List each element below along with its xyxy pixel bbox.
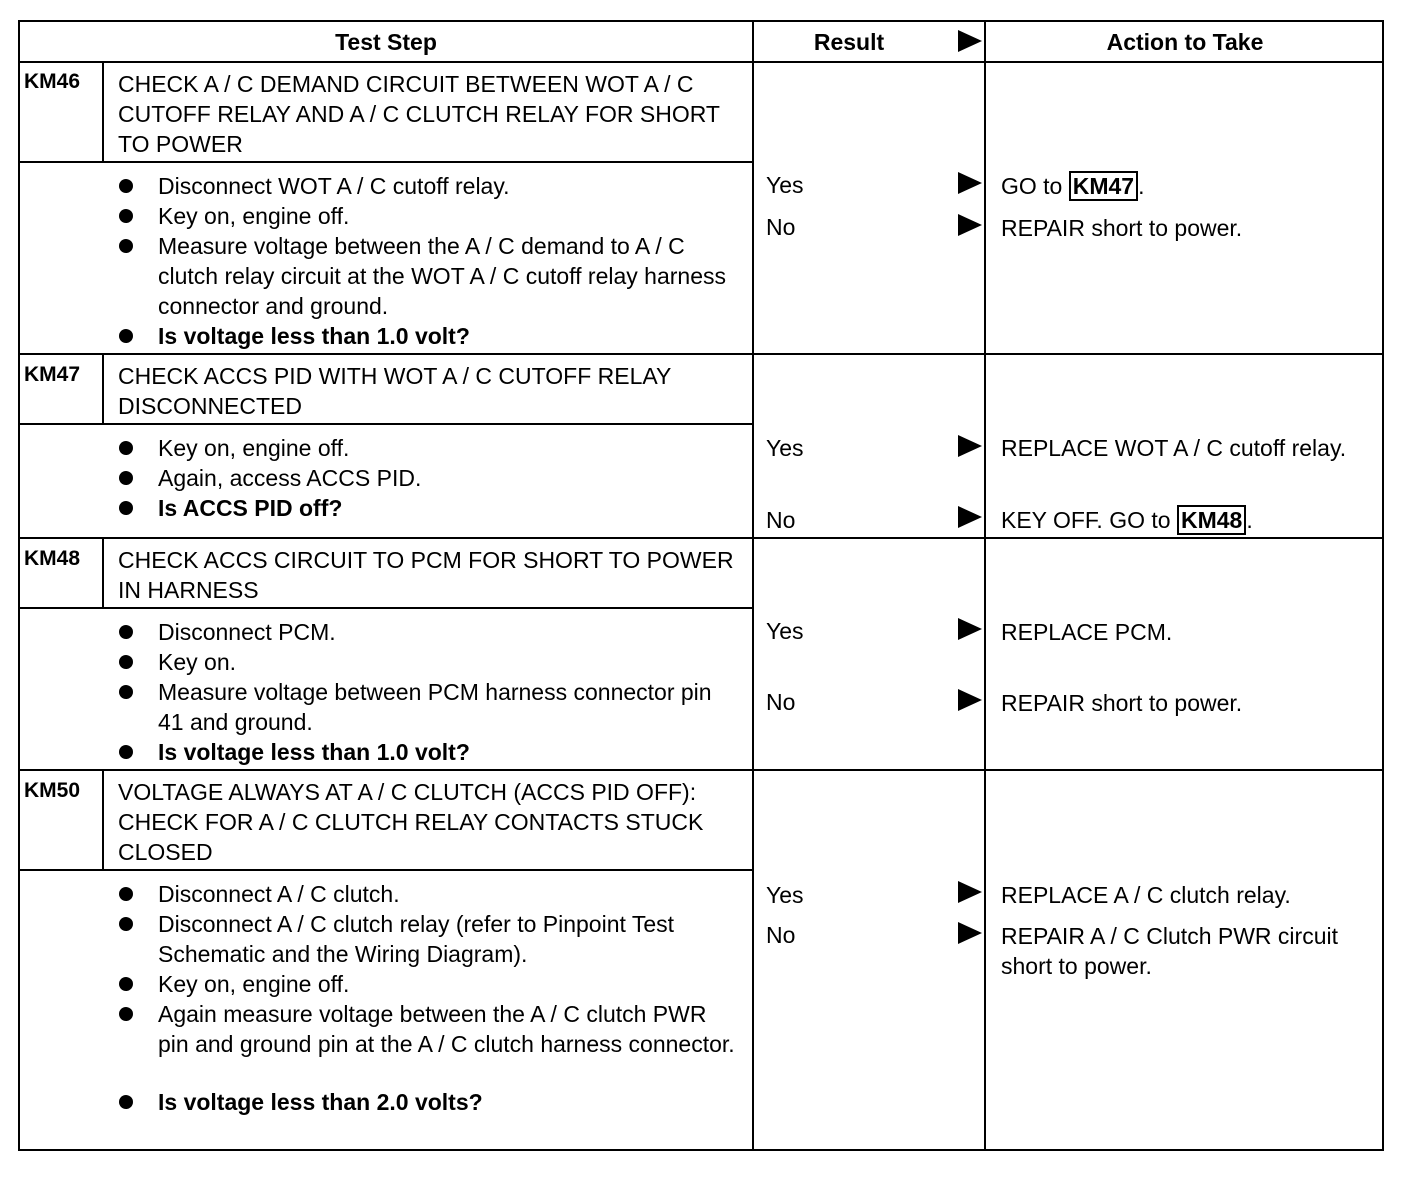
step-instructions — [118, 171, 738, 351]
step-title: CHECK A / C DEMAND CIRCUIT BETWEEN WOT A / C CUTOFF RELAY AND A / C CLUTCH RELAY FOR SHORT TO POWER — [118, 71, 720, 157]
row-divider — [20, 537, 1384, 539]
action-yes — [1001, 171, 1371, 201]
list-item: Again measure voltage between the A / C clutch PWR pin and ground pin at the A / C clutch harness connector. — [118, 999, 738, 1059]
list-item: Disconnect PCM. — [118, 617, 738, 647]
step-instructions — [118, 433, 738, 523]
step-instructions — [118, 879, 738, 1117]
step-reference-link[interactable]: KM48 — [1177, 505, 1246, 535]
title-divider — [20, 423, 754, 425]
title-divider — [20, 869, 754, 871]
test-step-table — [18, 20, 1384, 1151]
list-item: Disconnect A / C clutch relay (refer to Pinpoint Test Schematic and the Wiring Diagram). — [118, 909, 738, 969]
action-yes: REPLACE WOT A / C cutoff relay. — [1001, 435, 1347, 461]
list-item: Measure voltage between the A / C demand to A / C clutch relay circuit at the WOT A / C cutoff relay harness connector and ground. — [118, 231, 738, 321]
action-no — [1001, 505, 1371, 535]
header-divider — [20, 61, 1384, 63]
code-divider — [102, 355, 104, 425]
arrow-icon — [958, 506, 982, 528]
code-divider — [102, 539, 104, 609]
header-test-step: Test Step — [335, 28, 437, 55]
header-action: Action to Take — [1106, 28, 1264, 55]
header-arrow-icon — [958, 30, 982, 52]
header-result — [754, 22, 984, 62]
list-item: Disconnect WOT A / C cutoff relay. — [118, 171, 738, 201]
step-reference-link[interactable]: KM47 — [1069, 171, 1138, 201]
step-question: Is voltage less than 1.0 volt? — [118, 737, 738, 767]
action-no: REPAIR short to power. — [1001, 215, 1243, 241]
step-code: KM50 — [24, 779, 81, 802]
row-divider — [20, 353, 1384, 355]
arrow-icon — [958, 922, 982, 944]
column-divider — [752, 22, 754, 1151]
step-instructions — [118, 617, 738, 767]
result-yes: Yes — [766, 435, 804, 461]
step-title: CHECK ACCS PID WITH WOT A / C CUTOFF RELAY DISCONNECTED — [118, 363, 671, 419]
title-divider — [20, 161, 754, 163]
action-yes: REPLACE A / C clutch relay. — [1001, 882, 1291, 908]
arrow-icon — [958, 172, 982, 194]
list-item: Key on, engine off. — [118, 969, 738, 999]
row-divider — [20, 769, 1384, 771]
list-item: Disconnect A / C clutch. — [118, 879, 738, 909]
result-no: No — [766, 689, 796, 715]
step-title: VOLTAGE ALWAYS AT A / C CLUTCH (ACCS PID OFF): CHECK FOR A / C CLUTCH RELAY CONTACTS STUCK CLOSED — [118, 779, 704, 865]
step-question: Is voltage less than 1.0 volt? — [118, 321, 738, 351]
step-code: KM47 — [24, 363, 81, 386]
list-item: Key on. — [118, 647, 738, 677]
arrow-icon — [958, 689, 982, 711]
step-code: KM48 — [24, 547, 81, 570]
list-item: Key on, engine off. — [118, 433, 738, 463]
step-title: CHECK ACCS CIRCUIT TO PCM FOR SHORT TO POWER IN HARNESS — [118, 547, 734, 603]
code-divider — [102, 771, 104, 871]
list-item: Measure voltage between PCM harness connector pin 41 and ground. — [118, 677, 738, 737]
action-text: GO to — [1001, 173, 1063, 199]
step-question: Is voltage less than 2.0 volts? — [118, 1087, 738, 1117]
action-no: REPAIR A / C Clutch PWR circuit short to power. — [1001, 923, 1338, 979]
result-yes: Yes — [766, 618, 804, 644]
action-text: KEY OFF. GO to — [1001, 507, 1171, 533]
result-no: No — [766, 507, 796, 533]
result-no: No — [766, 214, 796, 240]
arrow-icon — [958, 435, 982, 457]
list-item: Key on, engine off. — [118, 201, 738, 231]
header-result-label: Result — [813, 28, 885, 55]
action-no: REPAIR short to power. — [1001, 690, 1243, 716]
code-divider — [102, 63, 104, 163]
list-item: Again, access ACCS PID. — [118, 463, 738, 493]
action-suffix: . — [1246, 507, 1253, 533]
action-suffix: . — [1138, 173, 1145, 199]
column-divider — [984, 22, 986, 1151]
result-yes: Yes — [766, 882, 804, 908]
action-yes: REPLACE PCM. — [1001, 619, 1173, 645]
step-code: KM46 — [24, 70, 81, 93]
step-question: Is ACCS PID off? — [118, 493, 738, 523]
result-yes: Yes — [766, 172, 804, 198]
arrow-icon — [958, 618, 982, 640]
arrow-icon — [958, 214, 982, 236]
result-no: No — [766, 922, 796, 948]
title-divider — [20, 607, 754, 609]
arrow-icon — [958, 881, 982, 903]
